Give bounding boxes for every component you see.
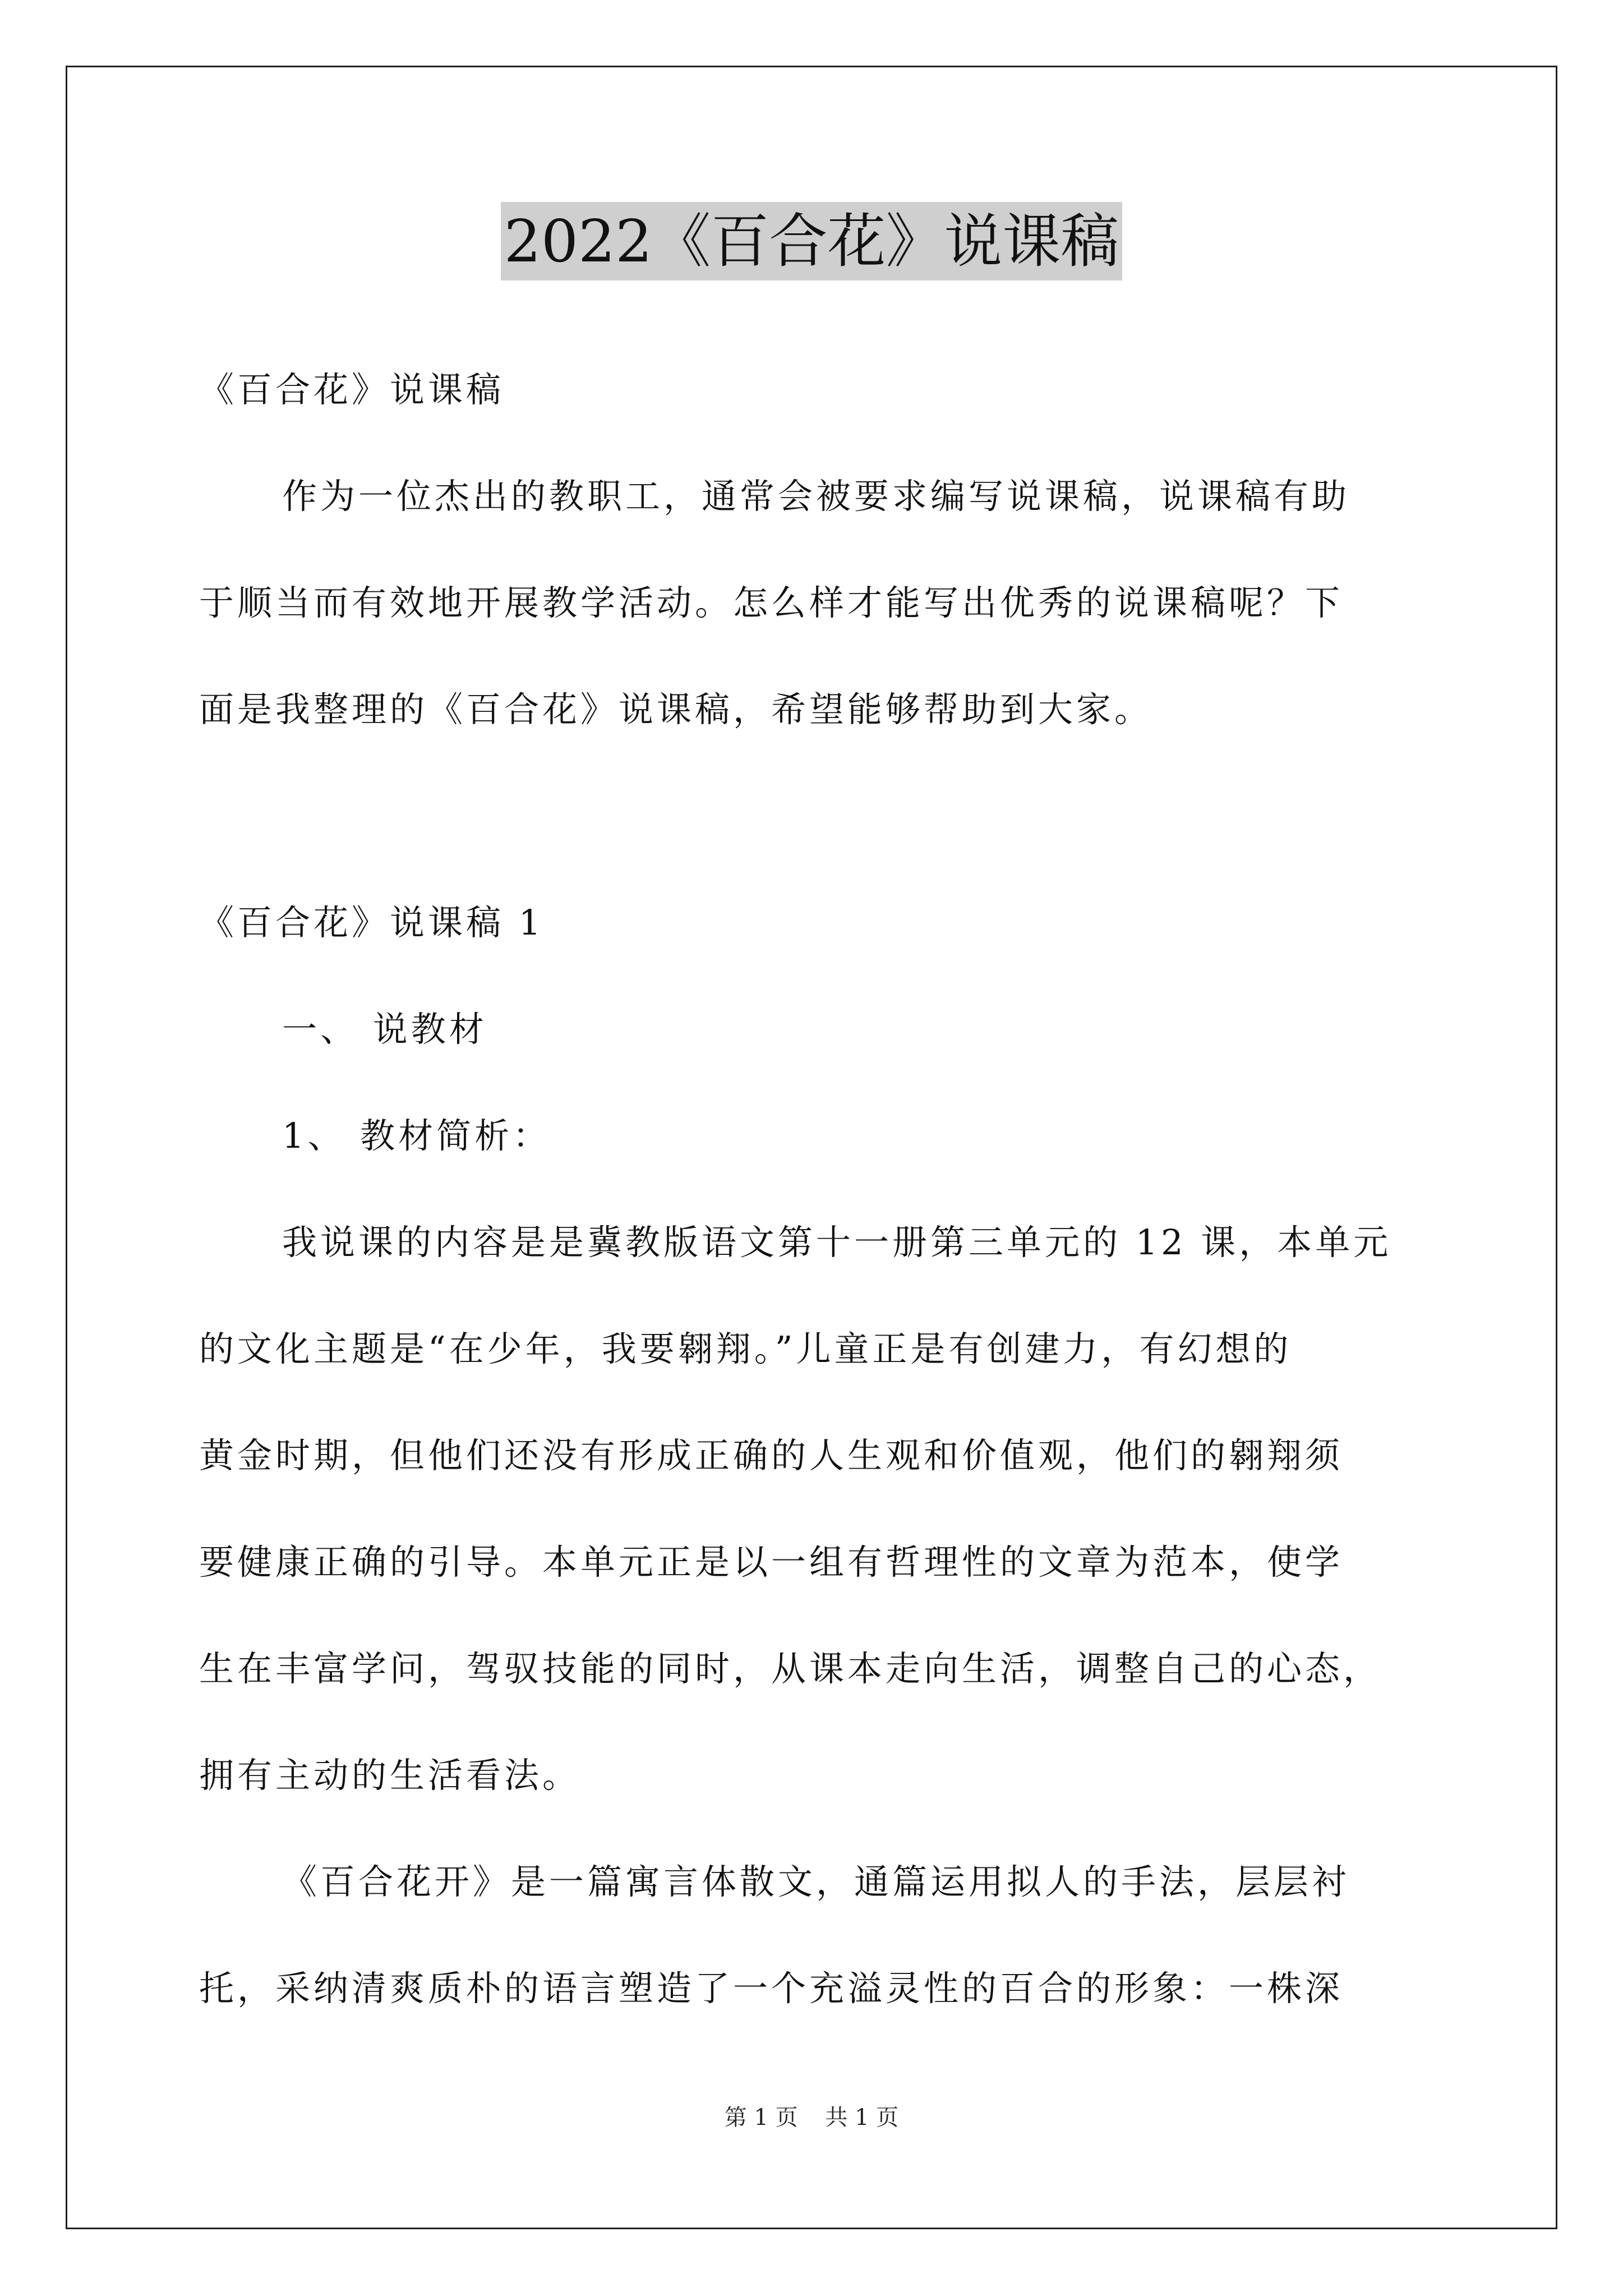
paragraph-2-line-2: 托，采纳清爽质朴的语言塑造了一个充溢灵性的百合的形象：一株深 bbox=[199, 1968, 1344, 2009]
paragraph-1-line-2: 的文化主题是“在少年，我要翱翔。”儿童正是有创建力，有幻想的 bbox=[199, 1328, 1292, 1369]
section-heading: 《百合花》说课稿 1 bbox=[199, 902, 545, 943]
paragraph-2-line-1: 《百合花开》是一篇寓言体散文，通篇运用拟人的手法，层层衬 bbox=[282, 1861, 1350, 1902]
intro-line-1: 作为一位杰出的教职工，通常会被要求编写说课稿，说课稿有助 bbox=[282, 476, 1350, 517]
paragraph-1-line-1: 我说课的内容是是冀教版语文第十一册第三单元的 12 课，本单元 bbox=[282, 1222, 1392, 1263]
paragraph-1-line-4: 要健康正确的引导。本单元正是以一组有哲理性的文章为范本，使学 bbox=[199, 1542, 1344, 1582]
page-total: 共 1 页 bbox=[825, 2105, 899, 2131]
paragraph-1-line-3: 黄金时期，但他们还没有形成正确的人生观和价值观，他们的翱翔须 bbox=[199, 1435, 1344, 1476]
paragraph-1-line-5: 生在丰富学问，驾驭技能的同时，从课本走向生活，调整自己的心态， bbox=[199, 1648, 1382, 1689]
document-title: 2022《百合花》说课稿 bbox=[501, 202, 1123, 280]
heading-level-2: 1、 教材简析： bbox=[282, 1115, 551, 1156]
page-number: 第 1 页 bbox=[724, 2105, 798, 2131]
intro-line-2: 于顺当而有效地开展教学活动。怎么样才能写出优秀的说课稿呢？下 bbox=[199, 582, 1344, 623]
page-footer bbox=[0, 2101, 1623, 2134]
title-container bbox=[0, 202, 1623, 280]
paragraph-1-line-6: 拥有主动的生活看法。 bbox=[199, 1755, 581, 1796]
document-body bbox=[199, 337, 1453, 2042]
subtitle-line: 《百合花》说课稿 bbox=[199, 369, 505, 410]
heading-level-1: 一、 说教材 bbox=[282, 1009, 487, 1050]
intro-line-3: 面是我整理的《百合花》说课稿，希望能够帮助到大家。 bbox=[199, 689, 1153, 730]
